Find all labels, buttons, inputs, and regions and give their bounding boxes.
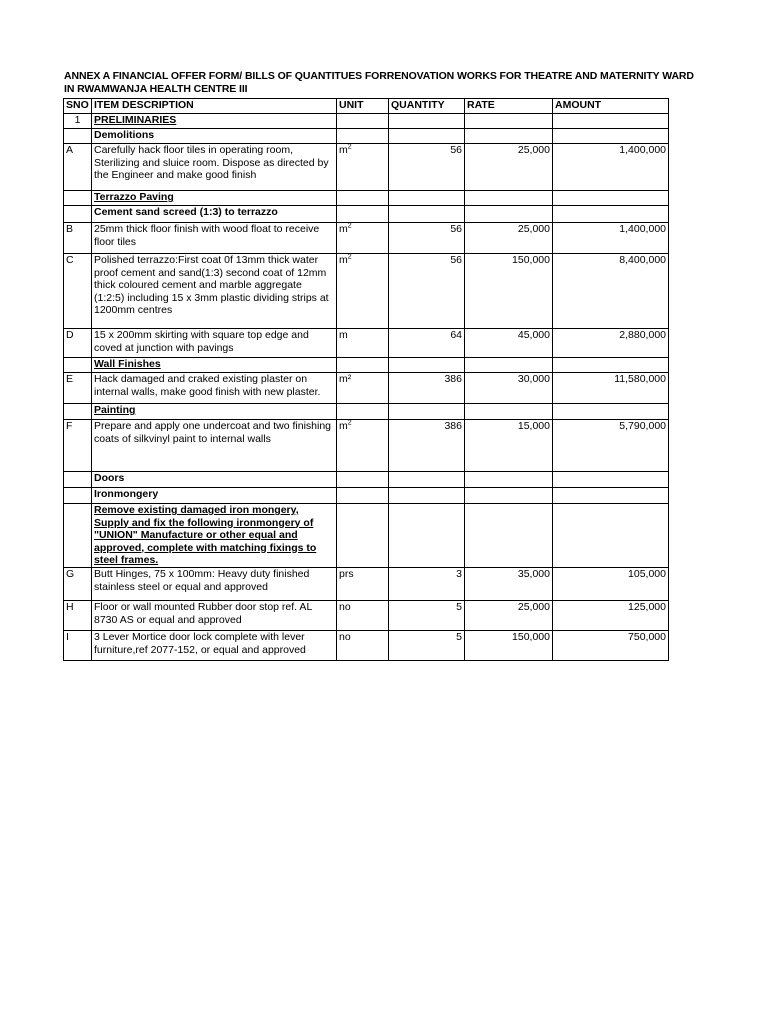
section-row-demolitions xyxy=(64,129,669,144)
item-amount: 2,880,000 xyxy=(553,329,669,358)
item-description: 15 x 200mm skirting with square top edge and coved at junction with pavings xyxy=(92,329,337,358)
section-row-ironmongery xyxy=(64,488,669,504)
item-description: 3 Lever Mortice door lock complete with lever furniture,ref 2077-152, or equal and approved xyxy=(92,631,337,661)
document-title xyxy=(64,70,694,96)
table-row xyxy=(64,631,669,661)
item-description: Butt Hinges, 75 x 100mm: Heavy duty finished stainless steel or equal and approved xyxy=(92,568,337,601)
item-description: Hack damaged and craked existing plaster on internal walls, make good finish with new plaster. xyxy=(92,373,337,404)
table-row xyxy=(64,329,669,358)
item-sno: H xyxy=(64,601,92,631)
item-description: Prepare and apply one undercoat and two finishing coats of silkvinyl paint to internal walls xyxy=(92,420,337,472)
item-amount: 105,000 xyxy=(553,568,669,601)
table-row xyxy=(64,568,669,601)
item-sno: A xyxy=(64,144,92,191)
section-row-cement-screed xyxy=(64,206,669,223)
item-description: Carefully hack floor tiles in operating room, Sterilizing and sluice room. Dispose as directed by the Engineer and make good finish xyxy=(92,144,337,191)
header-amount: AMOUNT xyxy=(553,99,669,114)
table-row xyxy=(64,601,669,631)
item-rate: 45,000 xyxy=(465,329,553,358)
item-unit: prs xyxy=(337,568,389,601)
item-rate: 25,000 xyxy=(465,601,553,631)
section-title-preliminaries: PRELIMINARIES xyxy=(92,114,337,129)
item-sno: E xyxy=(64,373,92,404)
table-header-row xyxy=(64,99,669,114)
item-sno: G xyxy=(64,568,92,601)
section-title-wall-finishes: Wall Finishes xyxy=(92,358,337,373)
section-title-cement-screed: Cement sand screed (1:3) to terrazzo xyxy=(92,206,337,223)
header-item-description: ITEM DESCRIPTION xyxy=(92,99,337,114)
item-amount: 1,400,000 xyxy=(553,144,669,191)
item-rate: 25,000 xyxy=(465,144,553,191)
item-sno: I xyxy=(64,631,92,661)
item-rate: 30,000 xyxy=(465,373,553,404)
bill-of-quantities-table xyxy=(63,98,669,661)
item-unit: no xyxy=(337,601,389,631)
item-unit: m² xyxy=(337,373,389,404)
header-rate: RATE xyxy=(465,99,553,114)
section-row-terrazzo-paving xyxy=(64,191,669,206)
item-quantity: 386 xyxy=(389,373,465,404)
item-unit: $m^2$ xyxy=(337,144,389,191)
item-unit: $m^2$ xyxy=(337,254,389,329)
item-quantity: 56 xyxy=(389,223,465,254)
header-sno: SNO xyxy=(64,99,92,114)
item-sno: F xyxy=(64,420,92,472)
item-unit: m xyxy=(337,329,389,358)
table-row xyxy=(64,223,669,254)
item-quantity: 56 xyxy=(389,254,465,329)
item-description: 25mm thick floor finish with wood float to receive floor tiles xyxy=(92,223,337,254)
table-row xyxy=(64,373,669,404)
item-sno: B xyxy=(64,223,92,254)
section-title-painting: Painting xyxy=(92,404,337,420)
item-quantity: 5 xyxy=(389,631,465,661)
section-row-painting xyxy=(64,404,669,420)
section-row-preliminaries xyxy=(64,114,669,129)
item-quantity: 386 xyxy=(389,420,465,472)
ironmongery-note: Remove existing damaged iron mongery, Supply and fix the following ironmongery of "UNION" Manufacture or other equal and approved, complete with matching fixings to steel frames. xyxy=(92,504,337,568)
section-title-terrazzo-paving: Terrazzo Paving xyxy=(92,191,337,206)
item-sno: C xyxy=(64,254,92,329)
header-unit: UNIT xyxy=(337,99,389,114)
item-description: Polished terrazzo:First coat 0f 13mm thick water proof cement and sand(1:3) second coat of 12mm thick coloured cement and marble aggregate (1:2:5) including 15 x 3mm plastic dividing strips at 1200mm centres xyxy=(92,254,337,329)
section-row-ironmongery-note xyxy=(64,504,669,568)
title-line-2: IN RWAMWANJA HEALTH CENTRE III xyxy=(64,83,248,95)
item-amount: 750,000 xyxy=(553,631,669,661)
item-unit: no xyxy=(337,631,389,661)
table-row xyxy=(64,144,669,191)
item-sno: D xyxy=(64,329,92,358)
item-description: Floor or wall mounted Rubber door stop ref. AL 8730 AS or equal and approved xyxy=(92,601,337,631)
item-amount: 5,790,000 xyxy=(553,420,669,472)
table-row xyxy=(64,254,669,329)
header-quantity: QUANTITY xyxy=(389,99,465,114)
section-title-doors: Doors xyxy=(92,472,337,488)
item-rate: 150,000 xyxy=(465,631,553,661)
item-amount: 11,580,000 xyxy=(553,373,669,404)
section-row-doors xyxy=(64,472,669,488)
section-title-demolitions: Demolitions xyxy=(92,129,337,144)
item-rate: 150,000 xyxy=(465,254,553,329)
item-unit: $m^2$ xyxy=(337,420,389,472)
item-quantity: 5 xyxy=(389,601,465,631)
item-rate: 35,000 xyxy=(465,568,553,601)
item-amount: 8,400,000 xyxy=(553,254,669,329)
title-line-1: ANNEX A FINANCIAL OFFER FORM/ BILLS OF QUANTITUES FORRENOVATION WORKS FOR THEATRE AND MATERNITY WARD xyxy=(64,70,694,82)
item-quantity: 3 xyxy=(389,568,465,601)
item-quantity: 56 xyxy=(389,144,465,191)
item-amount: 1,400,000 xyxy=(553,223,669,254)
table-row xyxy=(64,420,669,472)
section-row-wall-finishes xyxy=(64,358,669,373)
item-rate: 25,000 xyxy=(465,223,553,254)
item-quantity: 64 xyxy=(389,329,465,358)
item-rate: 15,000 xyxy=(465,420,553,472)
item-amount: 125,000 xyxy=(553,601,669,631)
section-number: 1 xyxy=(64,114,92,129)
item-unit: $m^2$ xyxy=(337,223,389,254)
section-title-ironmongery: Ironmongery xyxy=(92,488,337,504)
